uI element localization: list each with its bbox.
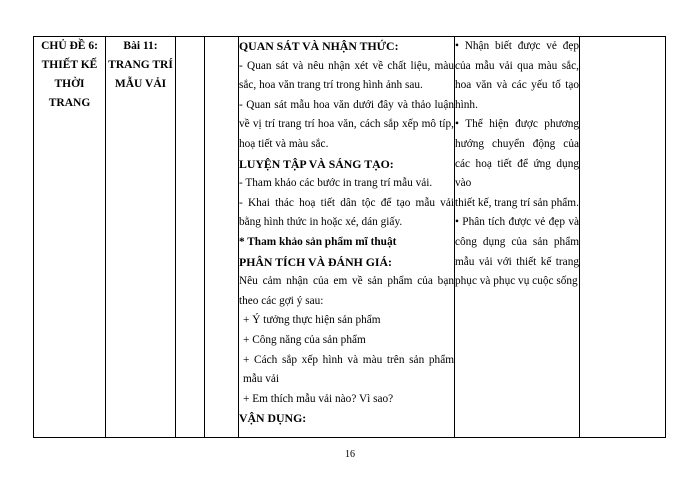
activity-paragraph: - Quan sát và nêu nhận xét về chất liệu, màu sắc, hoa văn trang trí trong hình ảnh sau. [239,59,454,92]
activities-cell [239,37,455,438]
section-heading: VẬN DỤNG: [239,411,307,426]
topic-line: TRANG [48,97,91,109]
guide-item: + Cách sắp xếp hình và màu trên sản phẩm mẫu vải [243,353,454,386]
activity-paragraph: - Quan sát mẫu hoa văn dưới đây và thảo luận về vị trí trang trí hoa văn, cách sắp xếp mô típ, hoạ tiết và màu sắc. [239,98,454,150]
lesson-plan-table [33,36,666,438]
section-heading: QUAN SÁT VÀ NHẬN THỨC: [239,39,399,53]
section-heading: PHÂN TÍCH VÀ ĐÁNH GIÁ: [239,254,392,269]
objective-item: • Phân tích được vẻ đẹp và công dụng của sản phẩm mẫu vải với thiết kế trang phục và phục vụ cuộc sống [455,216,579,288]
activity-paragraph: - Khai thác hoạ tiết dân tộc để tạo mẫu vải bằng hình thức in hoặc xé, dán giấy. [239,196,454,229]
guide-item: + Em thích mẫu vải nào? Vì sao? [243,392,394,405]
objective-item: thiết kế, trang trí sản phẩm. [455,196,579,209]
section-heading: LUYỆN TẬP VÀ SÁNG TẠO: [239,156,394,171]
topic-line: THIẾT KẾ [41,59,98,71]
objective-item: • Thể hiện được phương hướng chuyển động của các hoạ tiết để ứng dụng vào [455,118,579,190]
lesson-cell [106,37,176,438]
topic-cell [34,37,106,438]
guide-item: + Công năng của sản phẩm [243,333,366,346]
guide-item: + Ý tưởng thực hiện sản phẩm [243,314,381,327]
table-row [34,37,666,438]
lesson-line: TRANG TRÍ [108,59,173,71]
activity-paragraph: Nêu cảm nhận của em về sản phẩm của bạn theo các gợi ý sau: [239,275,454,307]
empty-cell [205,37,239,438]
empty-cell [580,37,666,438]
lesson-line: MẪU VẢI [114,78,167,90]
topic-line: THỜI [54,78,85,90]
page-number: 16 [345,449,355,460]
objective-item: • Nhận biết được vẻ đẹp của mẫu vải qua màu sắc, hoa văn và các yếu tố tạo hình. [455,40,579,111]
reference-note: * Tham khảo sản phẩm mĩ thuật [239,235,397,248]
activity-paragraph: - Tham khảo các bước in trang trí mẫu vải. [239,177,433,190]
lesson-line: Bài 11: [123,40,158,52]
topic-line: CHỦ ĐỀ 6: [41,40,98,52]
objectives-cell [455,37,580,438]
empty-cell [176,37,205,438]
